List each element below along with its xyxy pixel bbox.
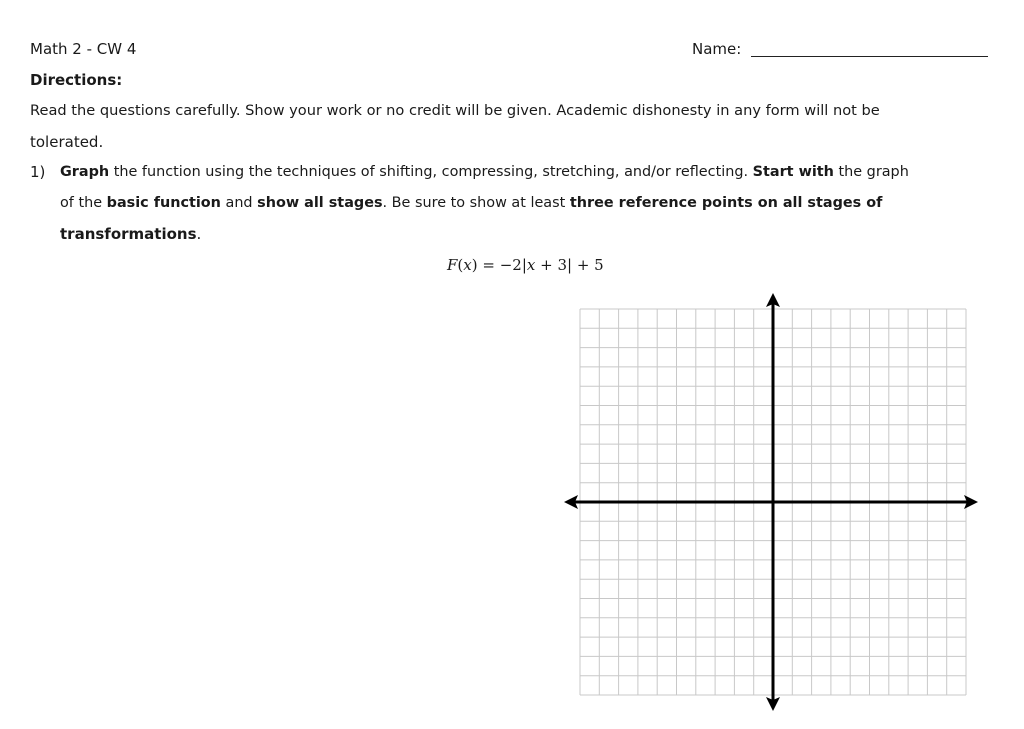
directions-text-line1: Read the questions carefully. Show your work or no credit will be given. Academic dishonesty in any form will not be — [30, 102, 880, 119]
name-label: Name: — [692, 40, 742, 58]
directions-heading: Directions: — [30, 71, 123, 89]
function-equation: F(x) = −2|x + 3| + 5 — [447, 256, 604, 274]
question-text-line3: transformations. — [60, 225, 202, 243]
course-title: Math 2 - CW 4 — [30, 40, 137, 58]
directions-text-line2: tolerated. — [30, 133, 104, 151]
question-text-line2: of the basic function and show all stages. Be sure to show at least three reference points on all stages of — [60, 195, 883, 211]
name-field[interactable] — [692, 39, 988, 59]
coordinate-grid[interactable] — [560, 290, 980, 715]
question-number: 1) — [30, 163, 46, 181]
name-blank-line — [751, 56, 988, 57]
question-text-line1: Graph the function using the techniques of shifting, compressing, stretching, and/or reflecting. Start with the graph — [60, 164, 909, 180]
